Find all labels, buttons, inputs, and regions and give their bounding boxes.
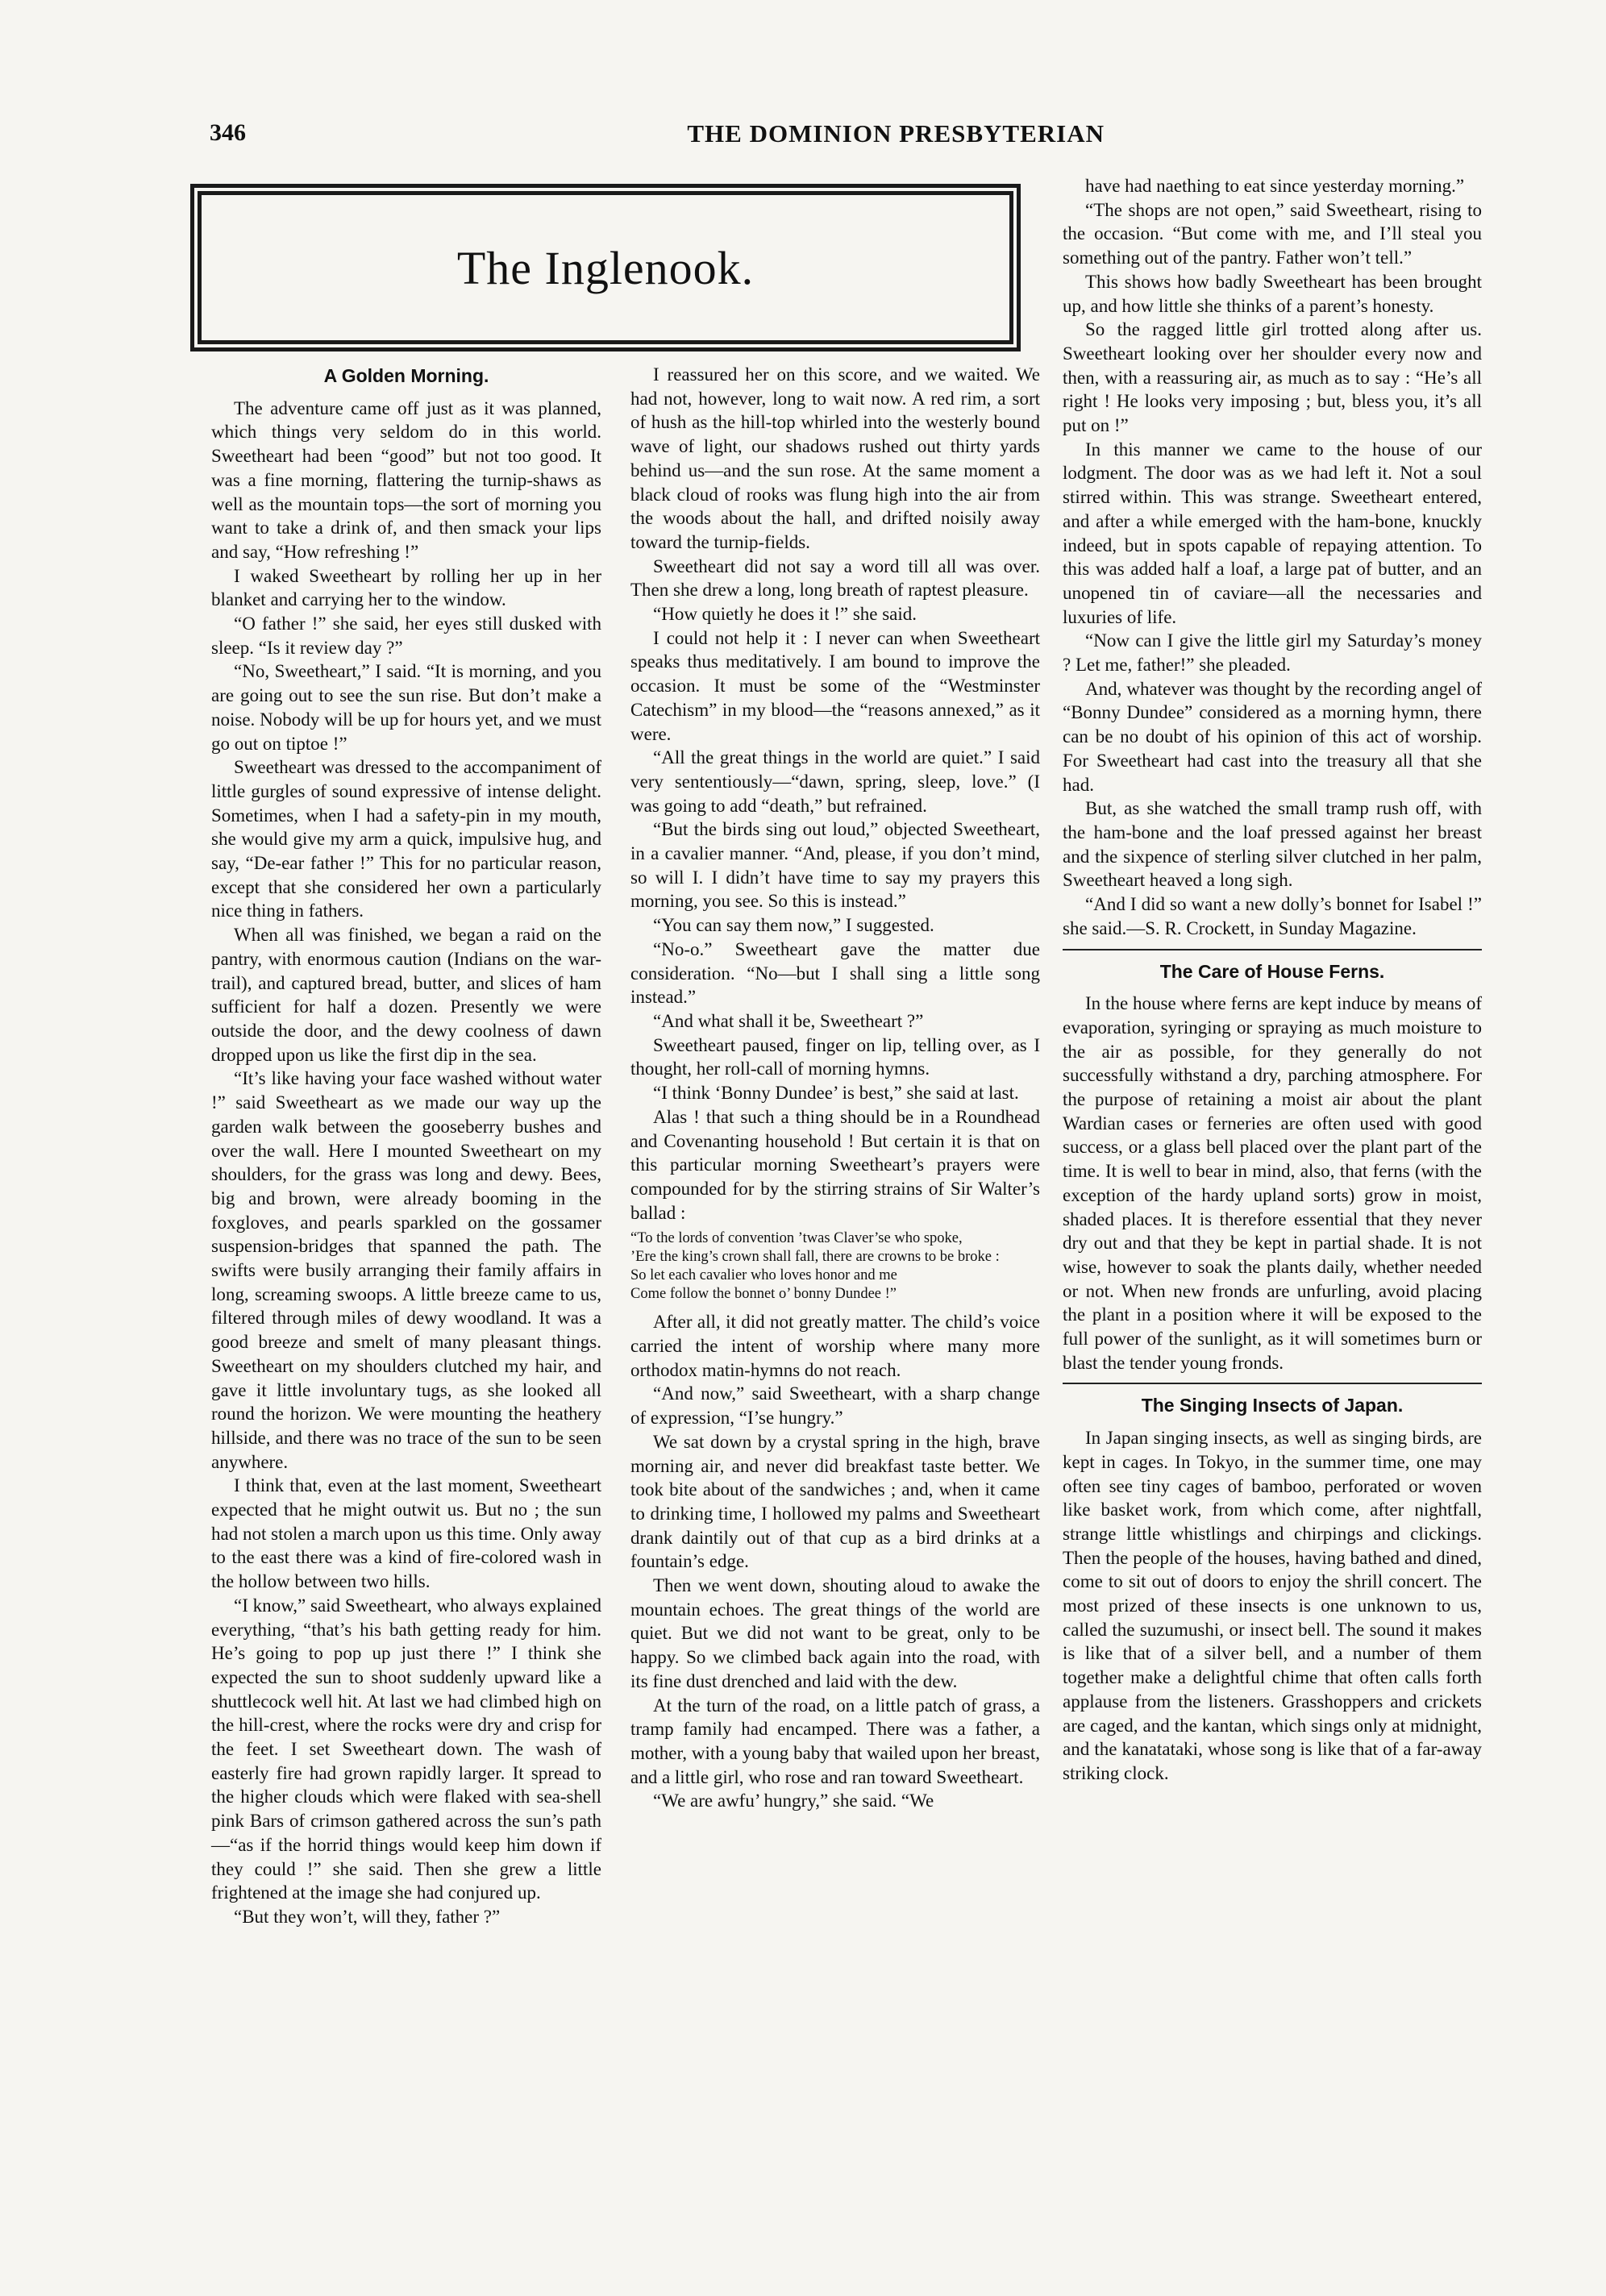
paragraph: Then we went down, shouting aloud to awake the mountain echoes. The great things of the world are quiet. But we did not want to be great, only to be happy. So we climbed back again into the road, with its fine dust drenched and laid with the dew. [630,1575,1040,1691]
verse-line: So let each cavalier who loves honor and me [630,1267,897,1284]
paragraph: “But the birds sing out loud,” objected Sweetheart, in a cavalier manner. “And, please, if you don’t mind, so will I. I didn’t have time to say my prayers this morning, you see. So this is instead.” [630,819,1040,912]
paragraph: “I think ‘Bonny Dundee’ is best,” she said at last. [653,1083,1019,1104]
paragraph: In this manner we came to the house of our lodgment. The door was as we had left it. Not a soul stirred within. This was strange. Sweetheart entered, and after a while emerged with the ham-bone, knuckly indeed, but in spots capable of repaying attention. To this was added half a loaf, a large pat of butter, and an unopened tin of caviare—all the necessaries and luxuries of life. [1063,439,1482,627]
paragraph: I think that, even at the last moment, Sweetheart expected that he might outwit us. But no ; the sun had not stolen a march upon us this time. Only away to the east there was a kind of fire-colored wash in the hollow between two hills. [211,1475,601,1592]
paragraph: “And what shall it be, Sweetheart ?” [653,1010,924,1031]
paragraph: And, whatever was thought by the recording angel of “Bonny Dundee” considered as a morning hymn, there can be no doubt of his opinion of this act of worship. For Sweetheart had cast into the treasury all that she had. [1063,678,1482,795]
paragraph: Sweetheart paused, finger on lip, telling over, as I thought, her roll-call of morning hymns. [630,1034,1040,1079]
paragraph: In the house where ferns are kept induce by means of evaporation, syringing or spraying as much moisture to the air as possible, for they generally do not successfully withstand a dry, parching atmosphere. For the purpose of retaining a moist air about the plant Wardian cases or ferneries are often used with good success, or a glass bell placed over the plant part of the time. It is well to bear in mind, also, that ferns (with the exception of the hardy upland sorts) grow in moist, shaded places. It is therefore essential that they never dry out and that they be kept in partial shade. It is not wise, however to soak the plants daily, whether needed or not. When new fronds are unfurling, avoid placing the plant in a position where it will be exposed to the full power of the sunlight, as it will sometimes burn or blast the tender young fronds. [1063,993,1482,1373]
paragraph: “O father !” she said, her eyes still dusked with sleep. “Is it review day ?” [211,614,601,658]
column-3 [1063,174,1482,1786]
article-title-singing-insects: The Singing Insects of Japan. [1141,1395,1404,1416]
paragraph: When all was finished, we began a raid on the pantry, with enormous caution (Indians on the war-trail), and captured bread, butter, and slices of ham sufficient for half a dozen. Presently we were outside the door, and the dewy coolness of dawn dropped upon us like the first dip in the sea. [211,925,601,1065]
verse-line: Come follow the bonnet o’ bonny Dundee !” [630,1286,897,1303]
paragraph: After all, it did not greatly matter. The child’s voice carried the intent of worship where many more orthodox matin-hymns do not reach. [630,1312,1040,1380]
paragraph: “But they won’t, will they, father ?” [234,1907,501,1927]
paragraph: I could not help it : I never can when Sweetheart speaks thus meditatively. I am bound to improve the occasion. It must be some of the “Westminster Catechism” in my blood—the “reasons annexed,” as it were. [630,627,1040,744]
paragraph: Alas ! that such a thing should be in a Roundhead and Covenanting household ! But certain it is that on this particular morning Sweetheart’s prayers were compounded for by the stirring strains of Sir Walter’s ballad : [630,1106,1040,1223]
paragraph: The adventure came off just as it was planned, which things very seldom do in this world. Sweetheart had been “good” but not too good. It was a fine morning, flattering the turnip-shaws as well as the mountain tops—the sort of morning you want to take a drink of, and then smack your lips and say, “How refreshing !” [211,397,601,562]
paragraph: “No-o.” Sweetheart gave the matter due consideration. “No—but I shall sing a little song instead.” [630,938,1040,1008]
banner-title: The Inglenook. [456,241,755,294]
paragraph: “All the great things in the world are quiet.” I said very sententiously—“dawn, spring, sleep, love.” (I was going to add “death,” but refrained. [630,747,1040,816]
paragraph: We sat down by a crystal spring in the high, brave morning air, and never did breakfast taste better. We took bite about of the sandwiches ; and, when it came to drinking time, I hollowed my palms and Sweetheart drank daintily out of that cup as a bird drinks at a fountain’s edge. [630,1431,1040,1572]
paragraph: This shows how badly Sweetheart has been brought up, and how little she thinks of a parent’s honesty. [1063,271,1482,316]
paragraph: So the ragged little girl trotted along after us. Sweetheart looking over her shoulder every now and then, with a reassuring air, as much as to say : “He’s all right ! He looks very imposing ; but, bless you, it’s all put on !” [1063,319,1482,436]
column-1 [211,363,601,1929]
article-title-house-ferns: The Care of House Ferns. [1159,960,1385,982]
paragraph: “Now can I give the little girl my Saturday’s money ? Let me, father!” she pleaded. [1063,630,1482,676]
page-header [210,119,1105,168]
section-divider [1063,949,1482,950]
paragraph: “We are awfu’ hungry,” she said. “We [653,1791,934,1811]
article-title-golden-morning: A Golden Morning. [323,365,489,386]
paragraph: “I know,” said Sweetheart, who always explained everything, “that’s his bath getting ready for him. He’s going to pop up just there !” I think she expected the sun to shoot suddenly upward like a shuttlecock well hit. At last we had climbed high on the hill-crest, where the rocks were dry and crisp for the feet. I set Sweetheart down. The wash of easterly fire had grown rapidly larger. It spread to the higher clouds which were flaked with sea-shell pink Bars of crimson gathered across the sun’s path—“as if the horrid things would keep him down if they could !” she said. Then she grew a little frightened at the image she had conjured up. [211,1595,601,1903]
section-banner [190,184,1021,351]
verse-line: ’Ere the king’s crown shall fall, there are crowns to be broke : [630,1249,1000,1266]
paragraph: “No, Sweetheart,” I said. “It is morning, and you are going out to see the sun rise. But don’t make a noise. Nobody will be up for hours yet, and we must go out on tiptoe !” [211,661,601,754]
paragraph: In Japan singing insects, as well as singing birds, are kept in cages. In Tokyo, in the summer time, one may often see tiny cages of bamboo, perforated or woven like basket work, from which come, after nightfall, strange little whistlings and chirpings and clickings. Then the people of the houses, having bathed and dined, come to sit out of doors to enjoy the shrill concert. The most prized of these insects is one unknown to us, called the suzumushi, or insect bell. The sound it makes is like that of a silver bell, and a number of them together make a delightful chime that often calls forth applause from the listeners. Grasshoppers and crickets are caged, and the kantan, which sings only at midnight, and the kanatataki, whose song is like that of a far-away striking clock. [1063,1428,1482,1783]
paragraph: “The shops are not open,” said Sweetheart, rising to the occasion. “But come with me, and I’ll steal you something out of the pantry. Father won’t tell.” [1063,199,1482,268]
paragraph: “How quietly he does it !” she said. [653,604,917,625]
verse-line: “To the lords of convention ’twas Claver’se who spoke, [630,1230,963,1247]
paragraph: But, as she watched the small tramp rush off, with the ham-bone and the loaf pressed against her breast and the sixpence of sterling silver clutched in her palm, Sweetheart heaved a long sigh. [1063,798,1482,891]
paragraph: At the turn of the road, on a little patch of grass, a tramp family had encamped. There was a father, a mother, with a young baby that wailed upon her breast, and a little girl, who rose and ran toward Sweetheart. [630,1695,1040,1787]
paragraph: I waked Sweetheart by rolling her up in her blanket and carrying her to the window. [211,565,601,610]
section-divider [1063,1383,1482,1384]
paragraph: I reassured her on this score, and we waited. We had not, however, long to wait now. A red rim, a sort of hush as the hill-top whirled into the westerly bound wave of light, our shadows rushed out thirty yards behind us—and the sun rose. At the same moment a black cloud of rooks was flung high into the air from the woods about the hall, and drifted noisily away toward the turnip-fields. [630,364,1040,552]
paragraph: “And now,” said Sweetheart, with a sharp change of expression, “I’se hungry.” [630,1383,1040,1429]
paragraph: have had naething to eat since yesterday morning.” [1085,176,1465,196]
column-2 [630,363,1040,1813]
paragraph: Sweetheart was dressed to the accompaniment of little gurgles of sound expressive of intense delight. Sometimes, when I had a safety-pin in my mouth, she would give my arm a quick, impulsive hug, and say, “De-ear father !” This for no particular reason, except that she considered her own a particularly nice thing in fathers. [211,757,601,921]
paragraph: Sweetheart did not say a word till all was over. Then she drew a long, long breath of raptest pleasure. [630,555,1040,601]
ballad-verse [630,1229,1040,1304]
paragraph: “You can say them now,” I suggested. [653,915,934,936]
running-title: THE DOMINION PRESBYTERIAN [687,119,1105,148]
page-number: 346 [210,119,246,146]
paragraph: “And I did so want a new dolly’s bonnet for Isabel !” she said.—S. R. Crockett, in Sunday Magazine. [1063,894,1482,938]
paragraph: “It’s like having your face washed without water !” said Sweetheart as we made our way up the garden walk between the gooseberry bushes and over the wall. Here I mounted Sweetheart on my shoulders, for the grass was long and dewy. Bees, big and brown, were already booming in the foxgloves, and pearls sparkled on the gossamer suspension-bridges that spanned the path. The swifts were busily arranging their family affairs in long, screaming swoops. A little breeze came to us, filtered through miles of dewy woodland. It was a good breeze and smelt of many pleasant things. Sweetheart on my shoulders clutched my hair, and gave it little involuntary tugs, as she looked all round the horizon. We were mounting the heathery hillside, and there was no trace of the sun to be seen anywhere. [211,1068,601,1472]
